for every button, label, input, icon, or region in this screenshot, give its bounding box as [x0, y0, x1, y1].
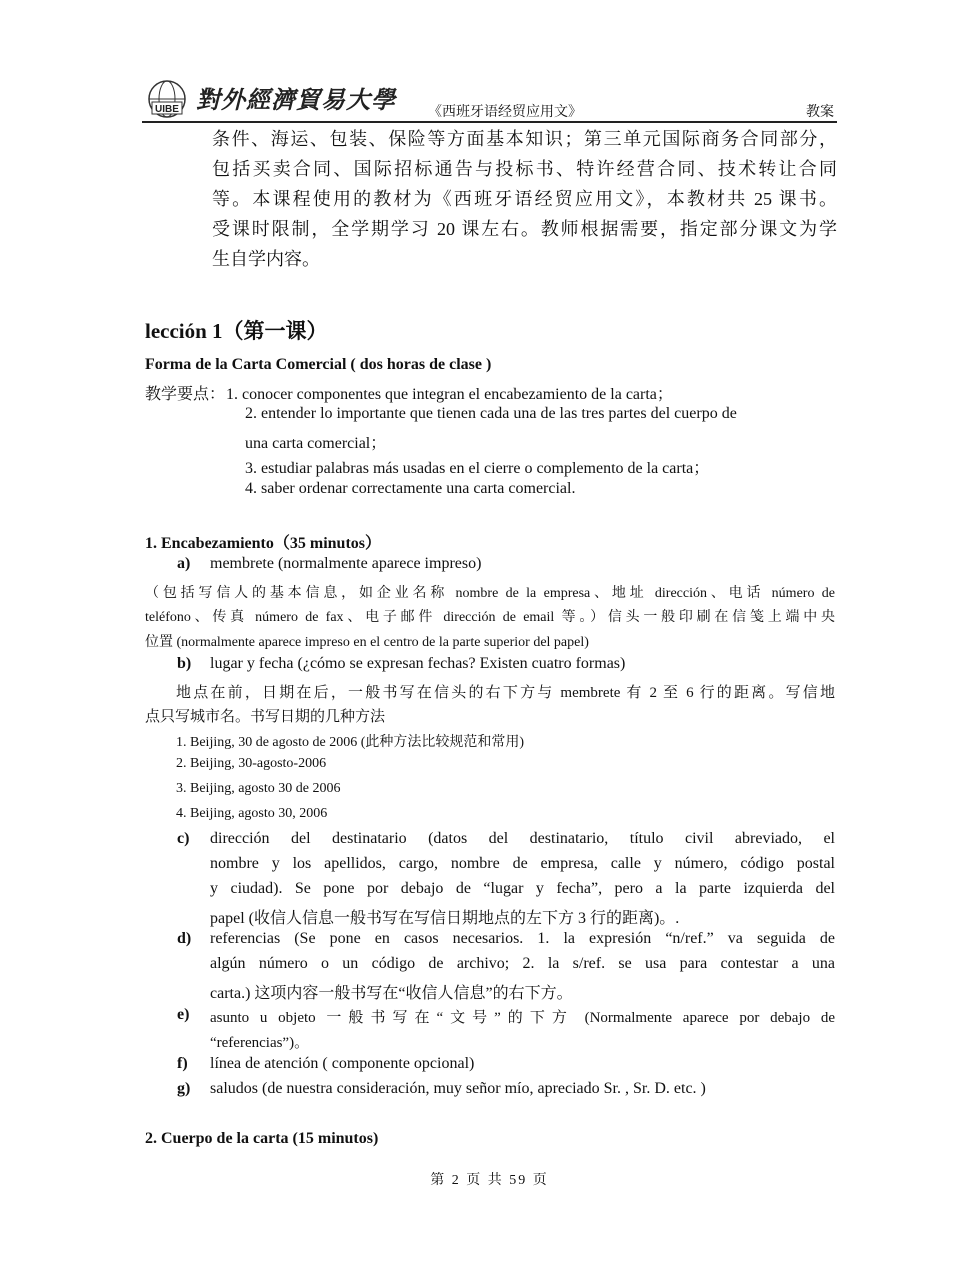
university-logo — [146, 78, 188, 120]
item-a-text: membrete (normalmente aparece impreso) — [210, 555, 482, 572]
lesson-heading: lección 1（第一课） — [145, 319, 328, 343]
item-label-c: c) — [177, 830, 190, 847]
intro-line: 生自学内容。 — [212, 249, 320, 269]
item-b-note: 地点在前，日期在后，一般书写在信头的右下方与 membrete 有 2 至 6 行的距离。写信地 — [176, 685, 835, 701]
item-a-note: 位置 (normalmente aparece impreso en el centro de la parte superior del papel) — [145, 635, 589, 650]
date-format: 2. Beijing, 30-agosto-2006 — [176, 756, 327, 771]
header-course-title: 《西班牙语经贸应用文》 — [428, 105, 582, 120]
item-label-f: f) — [177, 1055, 188, 1072]
item-c-line: dirección del destinatario (datos del destinatario, título civil abreviado, el — [210, 830, 835, 847]
item-c-line: nombre y los apellidos, cargo, nombre de empresa, calle y número, código postal — [210, 855, 835, 872]
item-label-b: b) — [177, 655, 192, 672]
lesson-subtitle: Forma de la Carta Comercial ( dos horas de clase ) — [145, 356, 492, 373]
item-a-note: （包括写信人的基本信息，如企业名称 nombre de la empresa、地址 dirección、电话 número de — [145, 586, 835, 601]
item-label-d: d) — [177, 930, 192, 947]
svg-text:UIBE: UIBE — [155, 104, 179, 115]
points-label: 教学要点： — [145, 386, 226, 403]
intro-line: 包括买卖合同、国际招标通告与投标书、特许经营合同、技术转让合同 — [212, 159, 837, 179]
item-e-line: “referencias”)。 — [210, 1035, 310, 1051]
date-format: 3. Beijing, agosto 30 de 2006 — [176, 781, 341, 796]
intro-line: 等。本课程使用的教材为《西班牙语经贸应用文》，本教材共 25 课书。 — [212, 189, 837, 209]
item-c-line: papel (收信人信息一般书写在写信日期地点的左下方 3 行的距离)。. — [210, 910, 680, 927]
teaching-point: 1. conocer componentes que integran el encabezamiento de la carta； — [226, 386, 673, 403]
section-heading: 1. Encabezamiento（35 minutos） — [145, 535, 382, 552]
date-format: 4. Beijing, agosto 30, 2006 — [176, 806, 328, 821]
date-format: 1. Beijing, 30 de agosto de 2006 (此种方法比较规范和常用) — [176, 735, 525, 750]
header-rule — [142, 121, 837, 123]
item-d-line: algún número o un código de archivo; 2. la s/ref. se usa para contestar a una — [210, 955, 835, 972]
header-doc-type: 教案 — [806, 105, 834, 120]
item-a-note: teléfono、传真 número de fax、电子邮件 dirección de email 等。）信头一般印刷在信笺上端中央 — [145, 610, 835, 625]
item-label-e: e) — [177, 1006, 190, 1023]
item-g-text: saludos (de nuestra consideración, muy señor mío, apreciado Sr. , Sr. D. etc. ) — [210, 1080, 706, 1097]
teaching-point: 2. entender lo importante que tienen cada una de las tres partes del cuerpo de — [245, 405, 737, 422]
university-name: 對外經濟貿易大學 — [196, 85, 396, 114]
item-b-note: 点只写城市名。书写日期的几种方法 — [145, 709, 386, 725]
item-label-a: a) — [177, 555, 191, 572]
intro-line: 条件、海运、包装、保险等方面基本知识；第三单元国际商务合同部分， — [212, 129, 837, 149]
teaching-point: una carta comercial； — [245, 435, 387, 452]
teaching-point: 4. saber ordenar correctamente una carta comercial. — [245, 480, 576, 497]
section-heading: 2. Cuerpo de la carta (15 minutos) — [145, 1130, 379, 1147]
page-number: 第 2 页 共 59 页 — [430, 1173, 549, 1188]
teaching-point: 3. estudiar palabras más usadas en el cierre o complemento de la carta； — [245, 460, 710, 477]
item-d-line: referencias (Se pone en casos necesarios. 1. la expresión “n/ref.” va seguida de — [210, 930, 835, 947]
item-label-g: g) — [177, 1080, 191, 1097]
item-c-line: y ciudad). Se pone por debajo de “lugar y fecha”, pero a la parte izquierda del — [210, 880, 835, 897]
item-d-line: carta.) 这项内容一般书写在“收信人信息”的右下方。 — [210, 985, 573, 1002]
item-f-text: línea de atención ( componente opcional) — [210, 1055, 475, 1072]
item-e-line: asunto u objeto 一般书写在“文号”的下方 (Normalmente aparece por debajo de — [210, 1010, 835, 1026]
item-b-text: lugar y fecha (¿cómo se expresan fechas? Existen cuatro formas) — [210, 655, 626, 672]
intro-line: 受课时限制，全学期学习 20 课左右。教师根据需要，指定部分课文为学 — [212, 219, 837, 239]
